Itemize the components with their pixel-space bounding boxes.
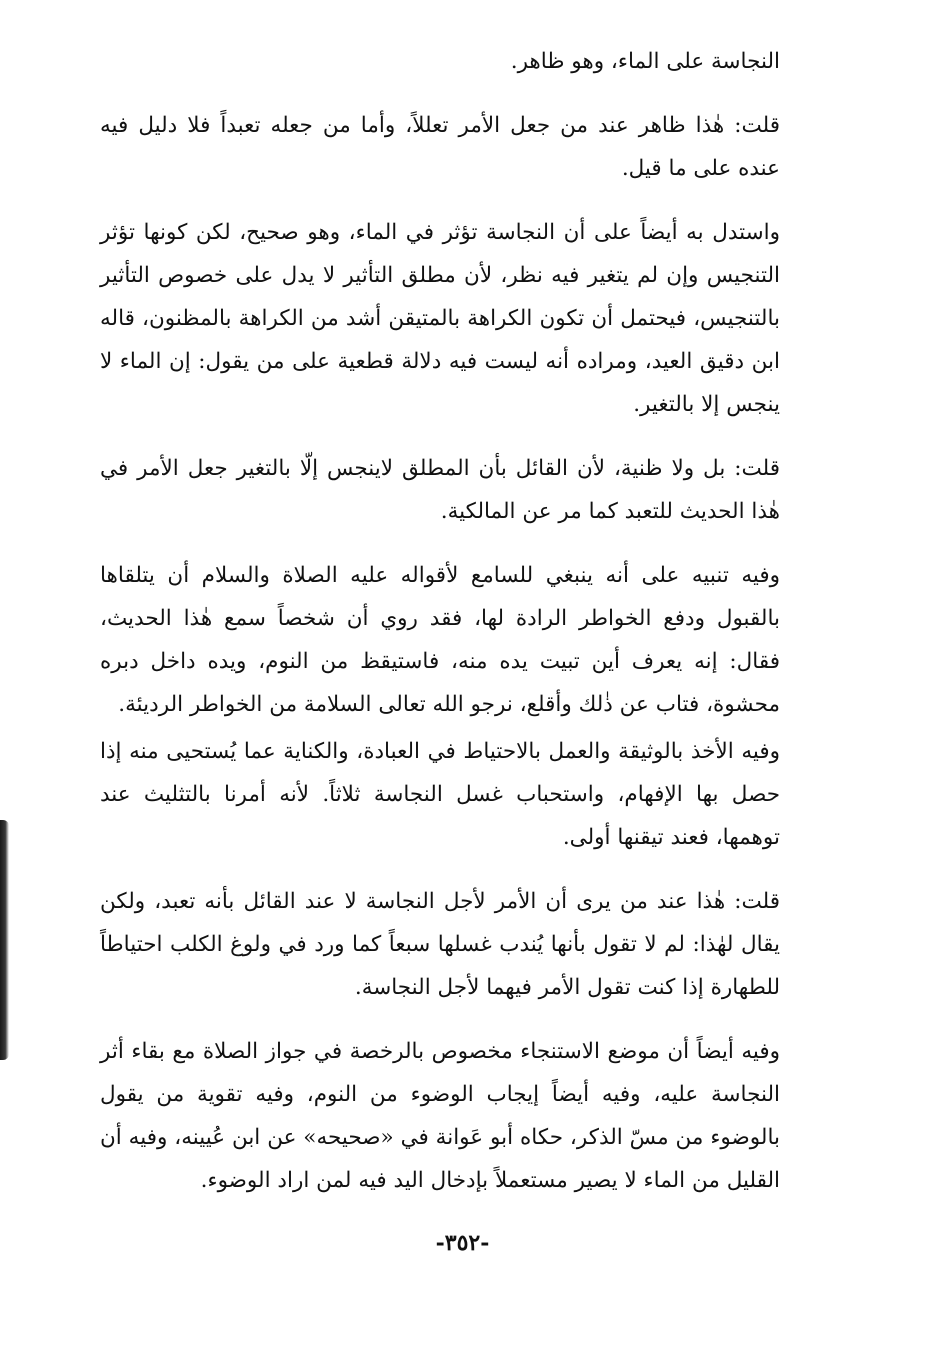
paragraph: وفيه أيضاً أن موضع الاستنجاء مخصوص بالرخصة في جواز الصلاة مع بقاء أثر النجاسة عليه، وفيه أيضاً إيجاب الوضوء من النوم، وفيه تقوية من يقول بالوضوء من مسّ الذكر، حكاه أبو عَوانة في «صحيحه» عن ابن عُيينه، وفيه أن القليل من الماء لا يصير مستعملاً بإدخال اليد فيه لمن اراد الوضوء. <box>100 1039 780 1193</box>
paragraph-continuation: النجاسة على الماء، وهو ظاهر. <box>510 49 780 74</box>
document-page <box>100 40 780 1223</box>
paragraph: واستدل به أيضاً على أن النجاسة تؤثر في الماء، وهو صحيح، لكن كونها تؤثر التنجيس وإن لم يتغير فيه نظر، لأن مطلق التأثير لا يدل على خصوص التأثير بالتنجيس، فيحتمل أن تكون الكراهة بالمتيقن أشد من الكراهة بالمظنون، قاله ابن دقيق العيد، ومراده أنه ليست فيه دلالة قطعية على من يقول: إن الماء لا ينجس إلا بالتغير. <box>100 220 780 417</box>
paragraph: وفيه تنبيه على أنه ينبغي للسامع لأقواله عليه الصلاة والسلام أن يتلقاها بالقبول ودفع الخواطر الرادة لها، فقد روي أن شخصاً سمع هٰذا الحديث، فقال: إنه يعرف أين تبيت يده منه، فاستيقظ من النوم، ويده داخل دبره محشوة، فتاب عن ذٰلك وأقلع، نرجو الله تعالى السلامة من الخواطر الرديئة. <box>100 563 780 717</box>
paragraph: قلت: هٰذا ظاهر عند من جعل الأمر تعللاً، وأما من جعله تعبداً فلا دليل فيه عنده على ما قيل. <box>100 113 780 181</box>
paragraph: قلت: بل ولا ظنية، لأن القائل بأن المطلق لاينجس إلّا بالتغير جعل الأمر في هٰذا الحديث للتعبد كما مر عن المالكية. <box>100 456 780 524</box>
page-binding-edge <box>0 820 9 1060</box>
paragraph: وفيه الأخذ بالوثيقة والعمل بالاحتياط في العبادة، والكناية عما يُستحيى منه إذا حصل بها الإفهام، واستحباب غسل النجاسة ثلاثاً. لأنه أمرنا بالتثليث عند توهمها، فعند تيقنها أولى. <box>100 739 780 850</box>
paragraph: قلت: هٰذا عند من يرى أن الأمر لأجل النجاسة لا عند القائل بأنه تعبد، ولكن يقال لهٰذا: لم لا تقول بأنها يُندب غسلها سبعاً كما ورد في ولوغ الكلب احتياطاً للطهارة إذا كنت تقول الأمر فيهما لأجل النجاسة. <box>100 889 780 1000</box>
page-number: -٣٥٢- <box>435 1230 490 1256</box>
